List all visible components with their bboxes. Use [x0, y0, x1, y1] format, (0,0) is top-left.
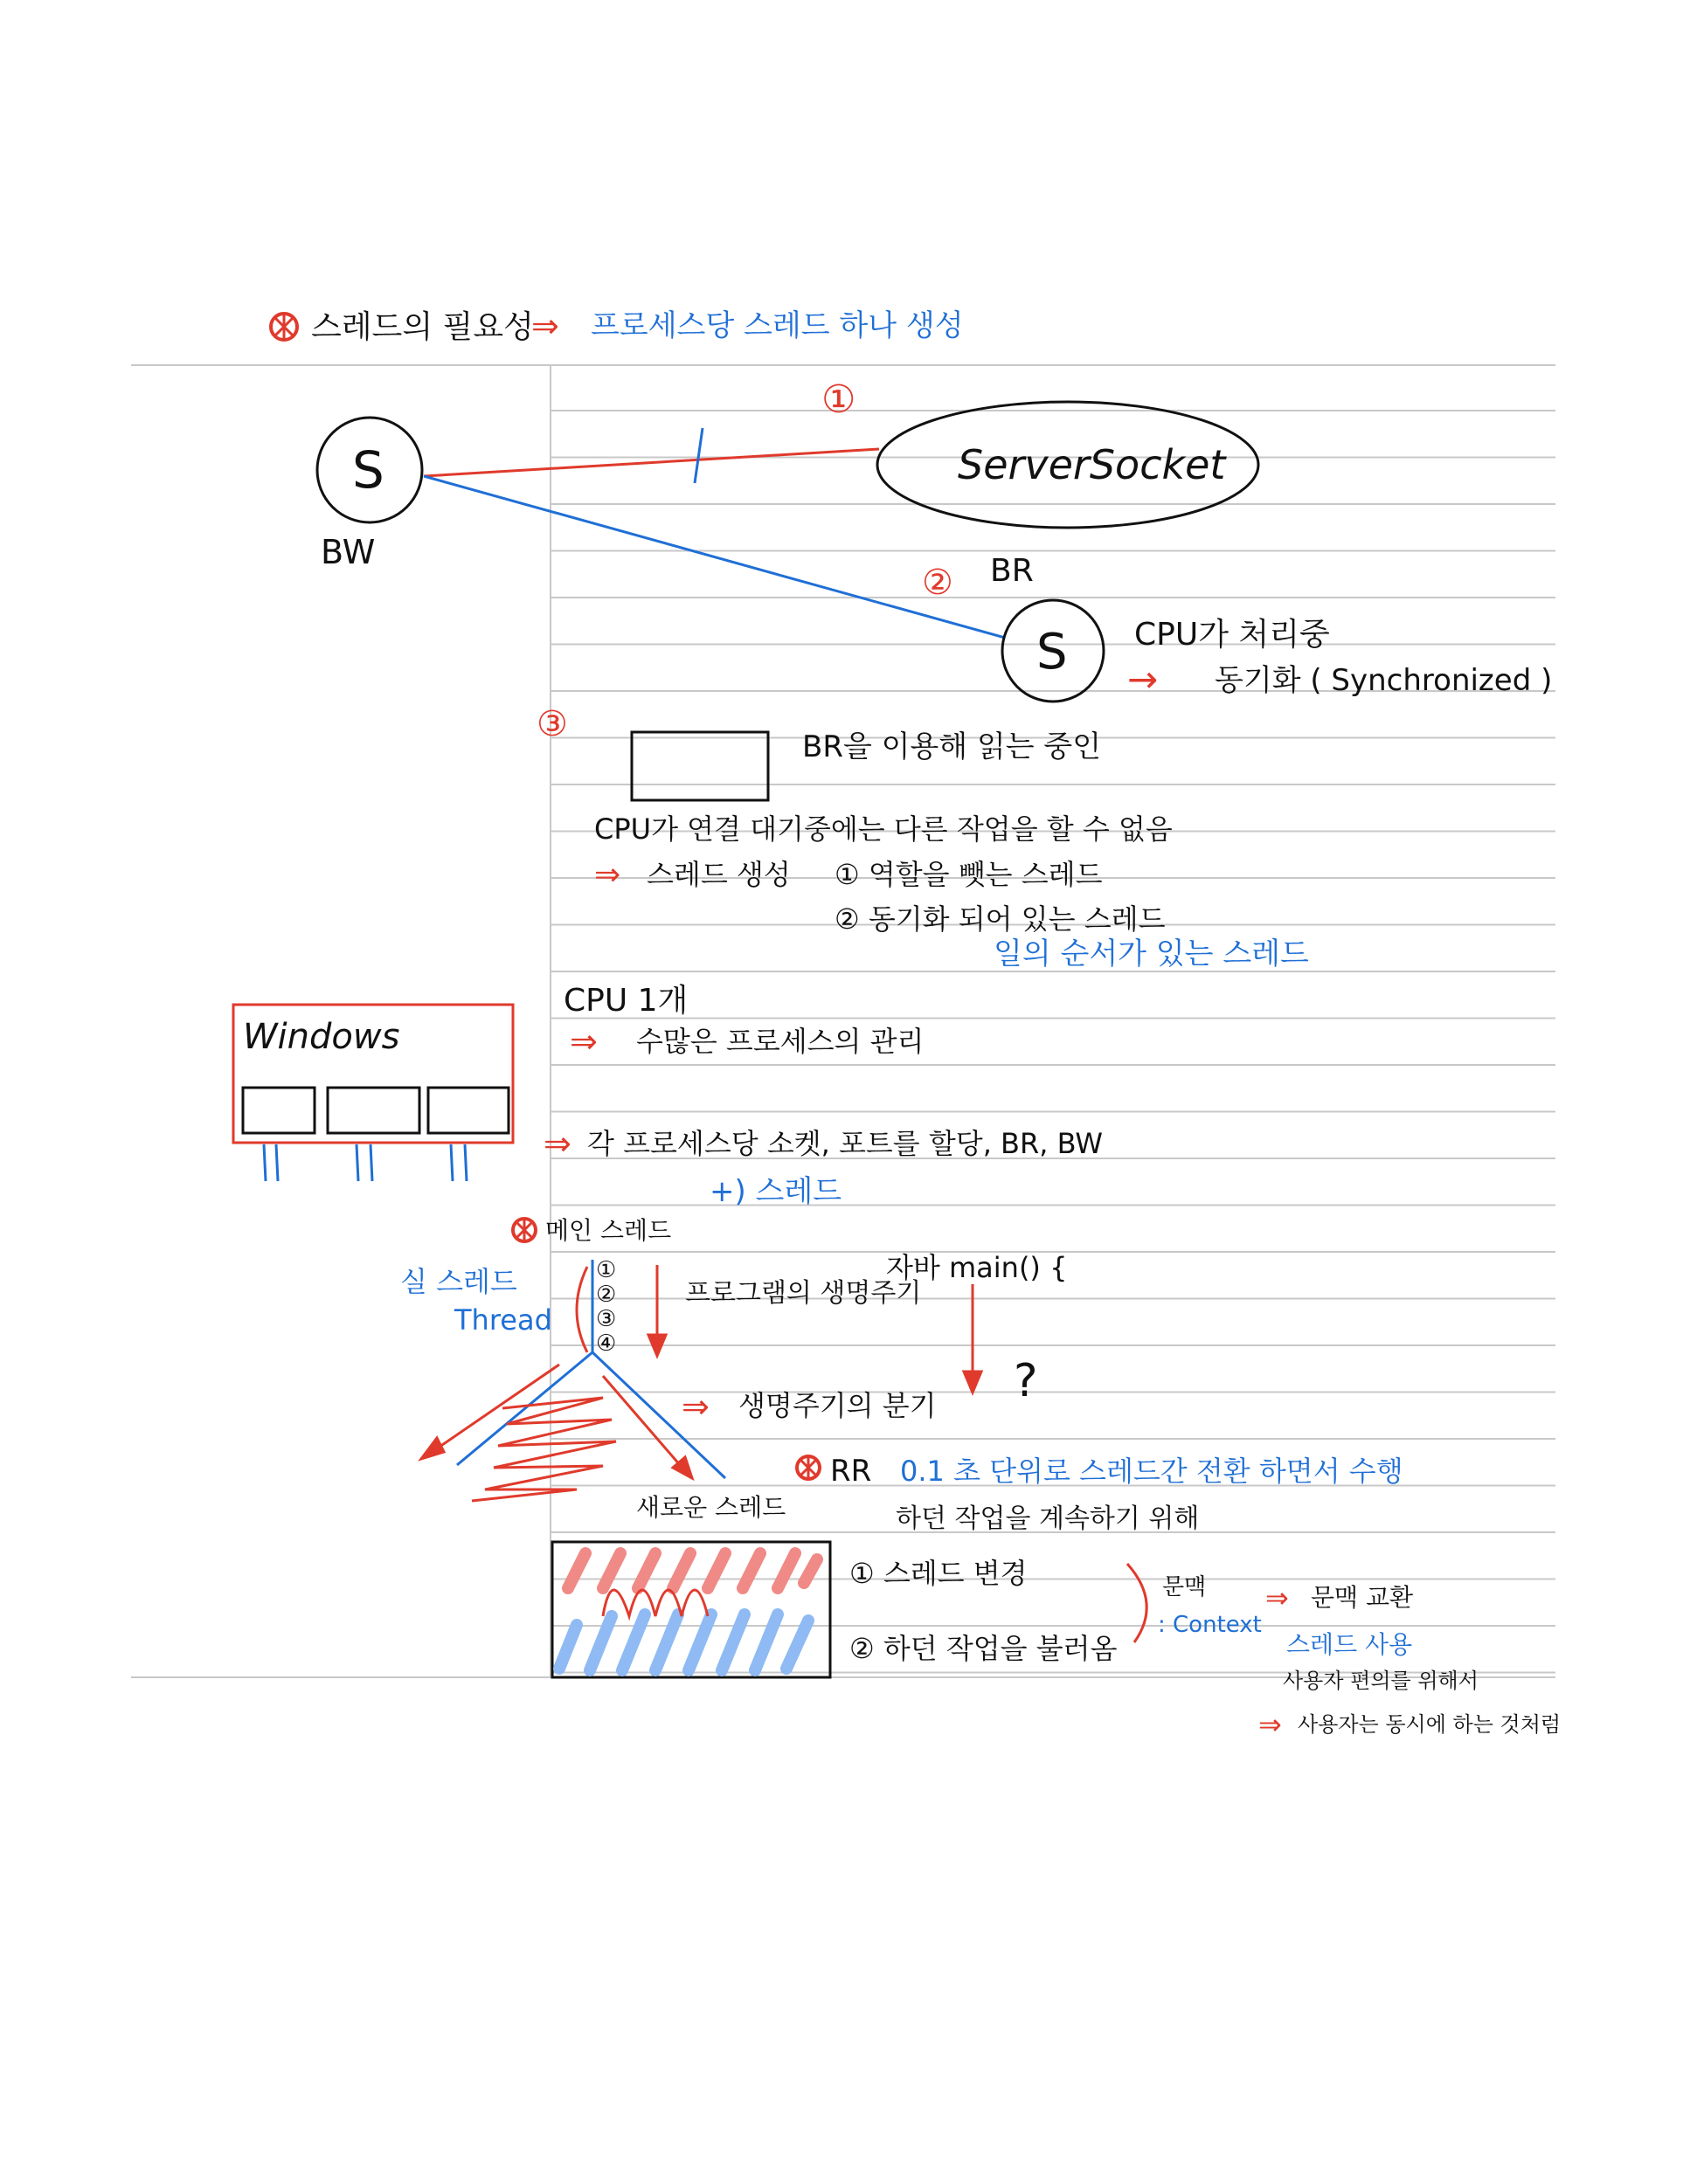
lifecycle-arrow-2 [964, 1284, 981, 1393]
reason-1: ① 역할을 뺏는 스레드 [835, 858, 1103, 891]
blue-connection-line [424, 476, 1005, 638]
step-marker: ③ [596, 1306, 617, 1332]
red-star-circle-icon [513, 1219, 536, 1241]
process-note: 각 프로세스당 소켓, 포트를 할당, BR, BW [587, 1127, 1104, 1160]
header-summary: 프로세스당 스레드 하나 생성 [591, 308, 964, 343]
main-thread-label: 메인 스레드 [545, 1216, 672, 1245]
final-arrow: ⇒ [1258, 1708, 1282, 1741]
point-1: ① 스레드 변경 [849, 1557, 1028, 1590]
sync-arrow: → [1127, 658, 1159, 701]
step-marker: ② [596, 1282, 617, 1308]
plus-thread: +) 스레드 [710, 1174, 842, 1209]
client-caption: BW [321, 533, 376, 571]
step3-marker: ③ [537, 704, 568, 744]
client-socket-label: S [352, 440, 384, 500]
context-switch-note: 문맥 교환 [1311, 1583, 1414, 1612]
thread-create-note: 스레드 생성 [647, 858, 791, 891]
process-thread-marks [264, 1144, 467, 1181]
context-loop-arrows [603, 1590, 708, 1616]
final-note: 사용자는 동시에 하는 것처럼 [1298, 1712, 1562, 1737]
sync-note: 동기화 ( Synchronized ) [1215, 663, 1553, 698]
header [271, 307, 964, 345]
manage-note: 수많은 프로세스의 관리 [636, 1025, 925, 1058]
thread-en: Thread [454, 1303, 552, 1337]
cpu-note: CPU가 처리중 [1134, 617, 1330, 653]
user-convenience-note: 사용자 편의를 위해서 [1283, 1669, 1479, 1693]
lifecycle-arrow-1 [648, 1265, 666, 1356]
blue-hatching [559, 1614, 808, 1670]
priority-note: 일의 순서가 있는 스레드 [994, 936, 1309, 971]
red-hatching [568, 1553, 817, 1588]
remote-socket-label: S [1036, 624, 1068, 681]
red-brace [1127, 1564, 1146, 1642]
point-2: ② 하던 작업을 불러옴 [849, 1632, 1118, 1665]
rr-label: RR [830, 1454, 872, 1489]
lifecycle-note: 프로그램의 생명주기 [685, 1278, 922, 1309]
red-bracket [577, 1267, 587, 1352]
thread-use-note: 스레드 사용 [1286, 1630, 1413, 1659]
context-ko: 문맥 [1162, 1574, 1207, 1600]
server-socket-label: ServerSocket [958, 441, 1226, 488]
windows-label: Windows [243, 1017, 400, 1057]
header-arrow: ⇒ [531, 307, 559, 345]
new-thread-label: 새로운 스레드 [636, 1493, 786, 1522]
question-mark: ? [1014, 1355, 1038, 1407]
reason-2: ② 동기화 되어 있는 스레드 [835, 902, 1166, 936]
java-note: 자바 main() { [886, 1251, 1068, 1284]
context-arrow: ⇒ [1265, 1581, 1289, 1614]
manage-arrow: ⇒ [570, 1022, 598, 1061]
branch-left [457, 1352, 592, 1465]
header-title: 스레드의 필요성 [311, 309, 534, 345]
step1-marker: ① [821, 377, 856, 422]
process-arrow: ⇒ [544, 1124, 571, 1163]
socket-diagram [317, 377, 1552, 971]
process-box-1 [243, 1088, 315, 1133]
process-box-2 [328, 1088, 419, 1133]
step2-marker: ② [922, 563, 953, 603]
red-star-circle-icon [271, 314, 297, 340]
br-buffer-box [632, 732, 768, 800]
branch-arrow: ⇒ [682, 1387, 710, 1426]
cpu-count: CPU 1개 [564, 983, 689, 1019]
thread-create-arrow: ⇒ [594, 857, 621, 893]
continue-note: 하던 작업을 계속하기 위해 [896, 1503, 1200, 1534]
red-connection-line [424, 449, 879, 476]
cpu-wait-note: CPU가 연결 대기중에는 다른 작업을 할 수 없음 [594, 812, 1173, 846]
red-star-circle-icon [797, 1456, 820, 1479]
step-marker: ① [596, 1257, 617, 1283]
step-marker: ④ [596, 1330, 617, 1357]
branch-note: 생명주기의 분기 [738, 1389, 937, 1422]
step-list [596, 1257, 616, 1357]
br-label: BR [990, 553, 1034, 589]
br-wait-note: BR을 이용해 읽는 중인 [802, 729, 1102, 764]
red-tick-mark [695, 428, 703, 483]
thread-ko: 실 스레드 [400, 1265, 517, 1298]
rr-note: 0.1 초 단위로 스레드간 전환 하면서 수행 [900, 1455, 1403, 1488]
context-en: : Context [1158, 1612, 1262, 1638]
process-box-3 [428, 1088, 509, 1133]
windows-section [233, 983, 1103, 1209]
